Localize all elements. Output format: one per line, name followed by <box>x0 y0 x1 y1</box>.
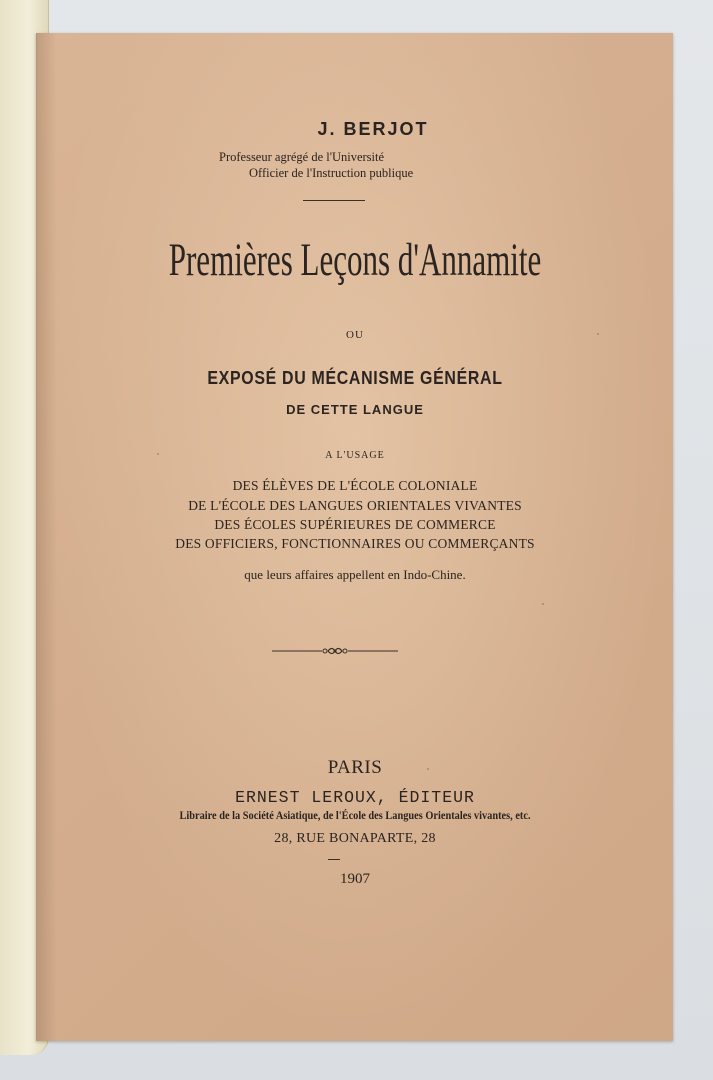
book-title: Premières Leçons d'Annamite <box>168 234 542 286</box>
publisher-name: ERNEST LEROUX, ÉDITEUR <box>235 788 475 807</box>
subtitle-line2: DE CETTE LANGUE <box>286 402 424 417</box>
usage-heading: A L'USAGE <box>325 450 385 461</box>
author-name: J. BERJOT <box>317 119 429 139</box>
subtitle-line1: EXPOSÉ DU MÉCANISME GÉNÉRAL <box>207 367 503 388</box>
author-affiliation-line1: Professeur agrégé de l'Université <box>219 150 385 164</box>
author-affiliation-line2: Officier de l'Instruction publique <box>249 166 414 180</box>
publisher-description: Libraire de la Société Asiatique, de l'École des Langues Orientales vivantes, etc. <box>179 810 531 822</box>
fleuron-ornament-icon <box>270 644 400 658</box>
audience-line: DE L'ÉCOLE DES LANGUES ORIENTALES VIVANTES <box>188 498 522 513</box>
divider-dash <box>328 859 340 860</box>
audience-line: DES OFFICIERS, FONCTIONNAIRES OU COMMERÇANTS <box>175 536 535 551</box>
publication-year: 1907 <box>340 871 370 887</box>
publisher-address: 28, RUE BONAPARTE, 28 <box>274 831 436 846</box>
audience-line: DES ÉCOLES SUPÉRIEURES DE COMMERCE <box>214 517 496 532</box>
audience-note: que leurs affaires appellent en Indo-Chine. <box>244 567 466 582</box>
paper-speck <box>542 603 544 605</box>
title-page <box>36 33 673 1041</box>
audience-line: DES ÉLÈVES DE L'ÉCOLE COLONIALE <box>232 478 478 493</box>
publication-city: PARIS <box>327 757 383 778</box>
divider-rule <box>303 200 365 201</box>
title-conjunction: OU <box>346 329 364 341</box>
